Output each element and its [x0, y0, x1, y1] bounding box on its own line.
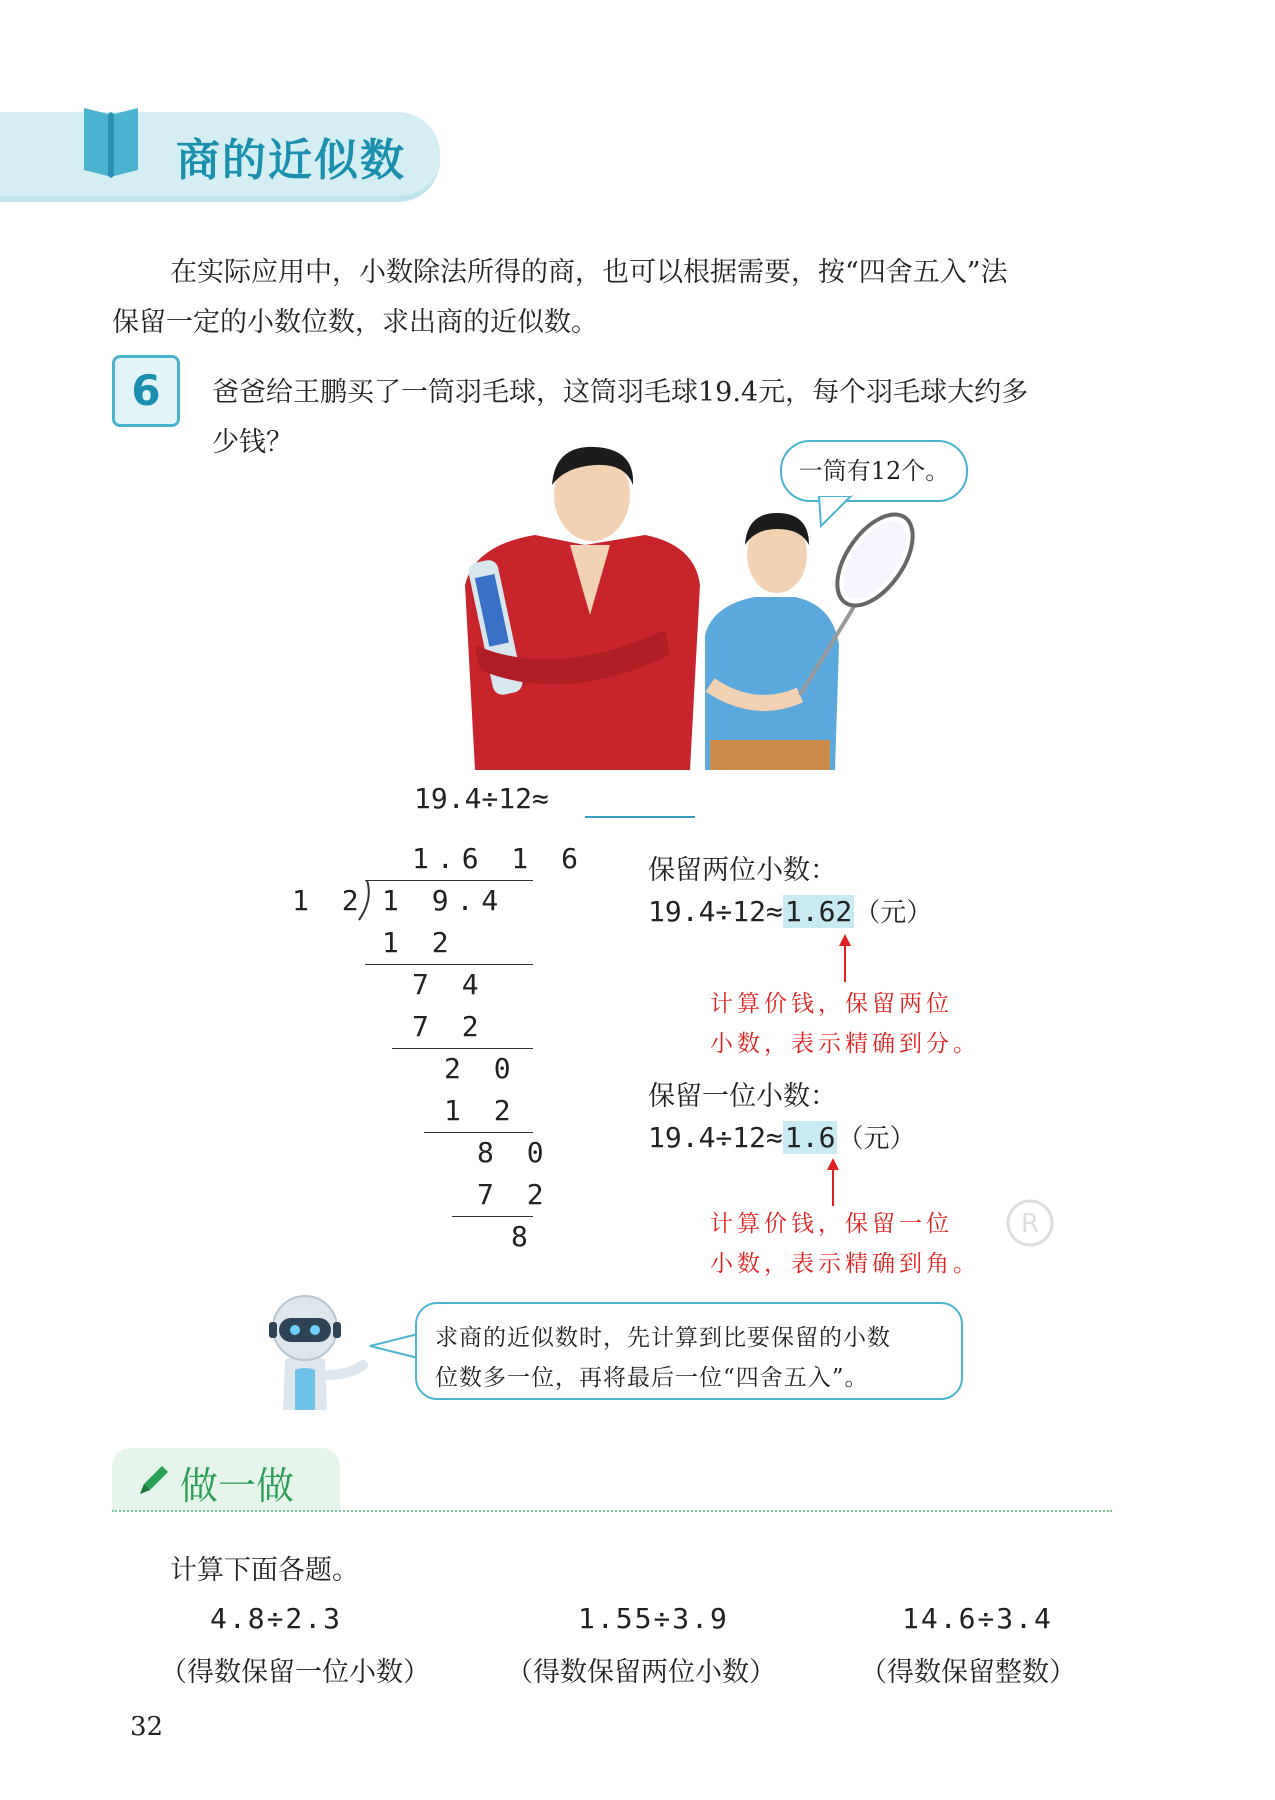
svg-text:R: R: [1020, 1209, 1040, 1239]
arrow-up-icon: [826, 1158, 840, 1208]
division-quotient: 1.6 1 6: [412, 842, 587, 875]
note-two-equation: [648, 892, 932, 929]
practice-expr-3: 14.6÷3.4: [902, 1602, 1053, 1635]
book-icon: [80, 100, 142, 180]
note-one-equation: [648, 1118, 915, 1155]
practice-note-1: （得数保留一位小数）: [160, 1657, 430, 1688]
division-step: 7 2: [412, 1010, 487, 1043]
practice-divider: [112, 1510, 1112, 1512]
note-one-red-line-1: 计算价钱，保留一位: [710, 1211, 953, 1237]
intro-line-1: 在实际应用中，小数除法所得的商，也可以根据需要，按“四舍五入”法: [170, 257, 1008, 288]
page-title: 商的近似数: [176, 135, 406, 186]
tip-line-2: 位数多一位，再将最后一位“四舍五入”。: [435, 1365, 869, 1391]
note-one-eq-prefix: 19.4÷12≈: [648, 1121, 783, 1154]
arrow-up-icon: [838, 934, 852, 984]
example-number-badge: 6: [112, 355, 180, 427]
division-rule: [452, 1216, 533, 1217]
registered-mark-icon: [1005, 1198, 1055, 1248]
note-one-heading: 保留一位小数：: [648, 1081, 837, 1112]
division-step: 7 2: [477, 1178, 552, 1211]
practice-title: 做一做: [180, 1464, 295, 1508]
division-rule: [424, 1132, 533, 1133]
tip-bubble-tail: [368, 1330, 420, 1364]
division-remainder: 8: [511, 1220, 536, 1253]
note-two-heading: 保留两位小数：: [648, 855, 837, 886]
division-step: 8 0: [477, 1136, 552, 1169]
division-step: 7 4: [412, 968, 487, 1001]
answer-blank: [585, 816, 695, 818]
equation-prompt: 19.4÷12≈: [414, 782, 549, 815]
speech-bubble: 一筒有12个。: [780, 440, 968, 502]
note-two-red-line-1: 计算价钱，保留两位: [710, 991, 953, 1017]
note-two-result: 1.62: [784, 895, 853, 928]
note-one-result: 1.6: [784, 1121, 836, 1154]
note-two-unit: （元）: [854, 898, 933, 928]
pencil-icon: [134, 1460, 174, 1500]
note-two-eq-prefix: 19.4÷12≈: [648, 895, 783, 928]
division-rule: [392, 1048, 533, 1049]
father-son-illustration: [455, 445, 945, 770]
note-one-red-line-2: 小数，表示精确到角。: [710, 1251, 980, 1277]
page-number: 32: [130, 1712, 164, 1742]
division-divisor: 1 2: [292, 884, 367, 917]
practice-expr-1: 4.8÷2.3: [210, 1602, 343, 1635]
example-question-line-2: 少钱？: [212, 427, 293, 458]
example-question-line-1: 爸爸给王鹏买了一筒羽毛球，这筒羽毛球19.4元，每个羽毛球大约多: [212, 377, 1029, 408]
division-bracket: [355, 880, 375, 922]
note-one-unit: （元）: [837, 1124, 916, 1154]
division-step: 1 2: [444, 1094, 519, 1127]
division-step: 1 2: [382, 926, 457, 959]
practice-expr-2: 1.55÷3.9: [578, 1602, 729, 1635]
intro-line-2: 保留一定的小数位数，求出商的近似数。: [112, 307, 598, 338]
robot-icon: [255, 1290, 380, 1410]
practice-note-3: （得数保留整数）: [860, 1657, 1076, 1688]
practice-note-2: （得数保留两位小数）: [506, 1657, 776, 1688]
division-dividend: 1 9.4: [382, 884, 507, 917]
practice-intro: 计算下面各题。: [170, 1555, 359, 1586]
note-two-red-line-2: 小数，表示精确到分。: [710, 1031, 980, 1057]
division-rule: [365, 964, 533, 965]
division-bar: [365, 880, 533, 881]
division-step: 2 0: [444, 1052, 519, 1085]
tip-bubble: [415, 1302, 963, 1400]
tip-line-1: 求商的近似数时，先计算到比要保留的小数: [435, 1325, 891, 1351]
